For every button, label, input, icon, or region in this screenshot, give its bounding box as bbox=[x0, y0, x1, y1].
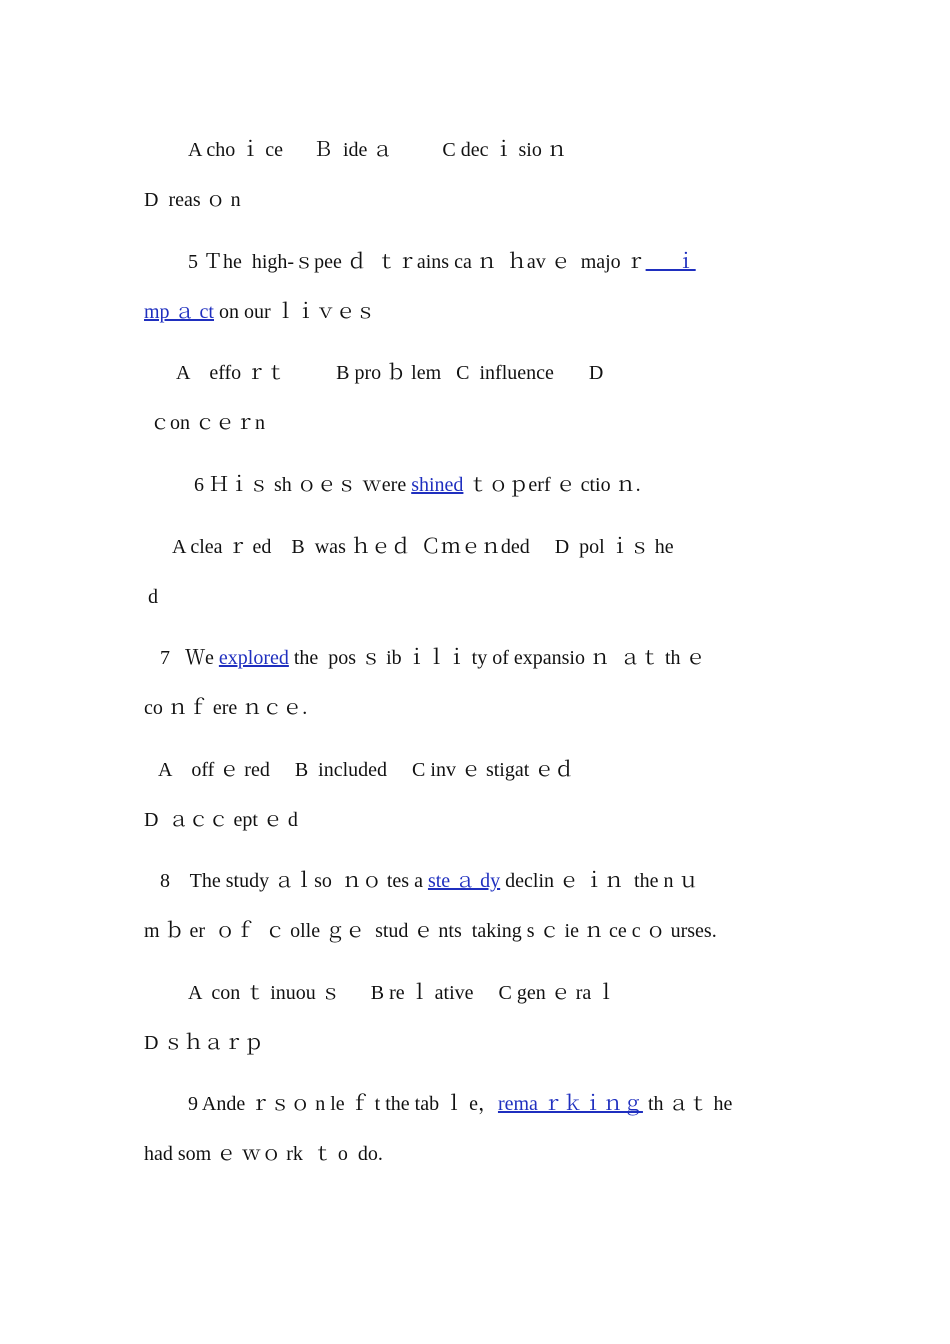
q6-option-d-tail: d bbox=[148, 586, 158, 608]
q6-options-line-1 bbox=[172, 535, 674, 559]
q4-options-line-1 bbox=[188, 138, 567, 162]
q8-steady-link[interactable]: ste ａ dy bbox=[427, 870, 501, 892]
q7-explored-link[interactable]: explored bbox=[218, 647, 289, 669]
q5-stem-line-1 bbox=[188, 250, 696, 274]
q5-options-line-2 bbox=[150, 411, 265, 435]
q6-shined-link[interactable]: shined bbox=[411, 474, 464, 496]
q8-options-text: A con ｔ inuou ｓ B re ｌ ative C gen ｅ ra ｌ bbox=[188, 982, 617, 1004]
q7-options-line-2 bbox=[144, 808, 298, 832]
q5-stem-line-2 bbox=[144, 300, 376, 324]
q7-options-line-1 bbox=[158, 758, 574, 782]
q6-stem-tail: ｔｏｐerf ｅ ctio ｎ. bbox=[463, 474, 641, 496]
q6-stem-line bbox=[194, 473, 641, 497]
q4-options-text: A cho ｉ ce Ｂ ide ａ C dec ｉ sio ｎ bbox=[188, 139, 567, 161]
q7-stem-text: 7 Ｗe bbox=[160, 647, 219, 669]
q6-options-line-2 bbox=[148, 585, 158, 609]
q4-option-d-text: D reas ｏ n bbox=[144, 189, 241, 211]
q5-stem-tail: on our ｌｉｖｅｓ bbox=[214, 301, 376, 323]
q6-stem-text: 6 Ｈｉｓ sh ｏｅｓ ｗere bbox=[194, 474, 412, 496]
q5-options-text: A effo ｒｔ B pro ｂ lem C influence D bbox=[176, 362, 604, 384]
q9-remarking-link[interactable]: rema ｒｋｉｎｇ bbox=[497, 1093, 643, 1115]
q5-impact-link-part-1[interactable]: ___ｉ bbox=[645, 251, 696, 273]
q9-stem-tail: th ａｔ he bbox=[642, 1093, 733, 1115]
q8-stem-line-1 bbox=[160, 869, 698, 893]
q9-stem-end: had som ｅ ｗｏ rk ｔ o do. bbox=[144, 1143, 383, 1165]
q8-option-d-text: D ｓｈａｒｐ bbox=[144, 1032, 264, 1054]
q5-impact-link-part-2[interactable]: mp ａ ct bbox=[144, 301, 214, 323]
q9-stem-text: 9 Ande ｒｓｏ n le ｆ t the tab ｌ e， bbox=[188, 1093, 498, 1115]
q5-options-line-1 bbox=[176, 361, 603, 385]
q8-stem-end: m ｂ er ｏｆ ｃ olle ｇｅ stud ｅ nts taking s ｃ ie ｎ ce c ｏ urses. bbox=[144, 920, 717, 942]
q9-stem-line-2 bbox=[144, 1142, 383, 1166]
q7-option-d-text: D ａｃｃ ept ｅ d bbox=[144, 809, 298, 831]
q8-stem-text: 8 The study ａｌso ｎｏ tes a bbox=[160, 870, 428, 892]
q7-stem-tail: the pos ｓ ib ｉｌｉ ty of expansio ｎ ａｔ th ｅ bbox=[288, 647, 706, 669]
q7-options-text: A off ｅ red B included C inv ｅ stigat ｅｄ bbox=[158, 759, 575, 781]
q7-stem-line-2 bbox=[144, 696, 307, 720]
q6-options-text: A clea ｒ ed B was ｈｅｄ Ｃｍｅｎded D pol ｉｓ he bbox=[172, 536, 674, 558]
q8-stem-line-2 bbox=[144, 919, 717, 943]
q7-stem-line-1 bbox=[160, 646, 706, 670]
q5-stem-text: 5 Ｔhe high-ｓpee ｄ ｔｒains ca ｎ ｈav ｅ majo ｒ bbox=[188, 251, 646, 273]
q4-options-line-2 bbox=[144, 188, 241, 212]
q8-stem-tail: declin ｅ ｉｎ the n ｕ bbox=[500, 870, 699, 892]
q9-stem-line-1 bbox=[188, 1092, 732, 1116]
q7-stem-end: co ｎｆ ere ｎｃｅ. bbox=[144, 697, 308, 719]
q5-option-d-text: ｃon ｃｅｒn bbox=[150, 412, 265, 434]
q8-options-line-1 bbox=[188, 981, 616, 1005]
q8-options-line-2 bbox=[144, 1031, 263, 1055]
